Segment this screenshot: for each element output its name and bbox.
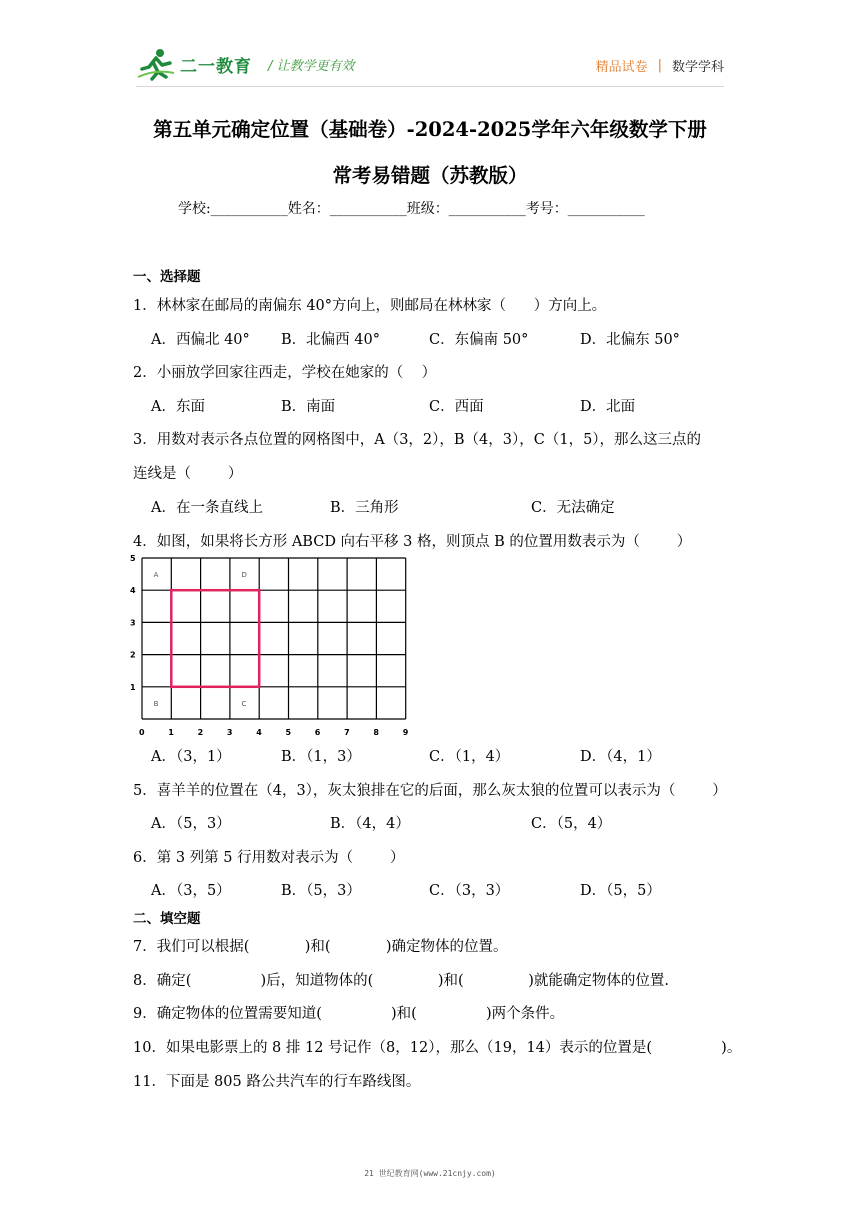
brand-logo: [136, 46, 355, 82]
x-tick-label: 0: [139, 728, 145, 737]
option-a: A．（3，5）: [151, 883, 231, 899]
x-tick-label: 5: [285, 728, 292, 737]
header-subject: 数学学科: [671, 60, 724, 75]
x-tick-label: 8: [373, 728, 379, 737]
grid-lines: [142, 558, 406, 719]
question-8: 8．确定( )后，知道物体的( )和( )就能确定物体的位置.: [133, 973, 669, 989]
point-label-d: D: [241, 571, 247, 580]
coordinate-grid-figure: [128, 553, 418, 741]
option-b: B．南面: [281, 399, 336, 415]
question-1: 1．林林家在邮局的南偏东 40°方向上，则邮局在林林家（ ）方向上。: [133, 298, 607, 314]
y-axis-ticks: [130, 554, 136, 692]
point-label-b: B: [153, 699, 159, 708]
option-a: A．西偏北 40°: [151, 332, 250, 348]
point-label-c: C: [241, 699, 247, 708]
question-6: 6．第 3 列第 5 行用数对表示为（ ）: [133, 850, 405, 866]
option-c: C．（5，4）: [531, 816, 612, 832]
option-a: A．（3，1）: [151, 749, 231, 765]
x-tick-label: 1: [168, 728, 174, 737]
page-title-line-1: 第五单元确定位置（基础卷）-2024-2025学年六年级数学下册: [153, 118, 707, 141]
option-a: A．东面: [151, 399, 205, 415]
header-tag: 精品试卷: [595, 60, 648, 75]
question-3-line-2: 连线是（ ）: [133, 466, 243, 482]
page-title-line-2: 常考易错题（苏教版）: [332, 164, 528, 187]
option-a: A．在一条直线上: [151, 500, 263, 516]
point-label-a: A: [153, 571, 159, 580]
header-separator: |: [657, 58, 662, 73]
header-right: [596, 56, 724, 75]
x-tick-label: 9: [402, 728, 409, 737]
x-tick-label: 2: [197, 728, 204, 737]
y-tick-label: 4: [130, 586, 136, 596]
runner-logo-icon: [136, 47, 176, 81]
option-d: D．北面: [580, 399, 636, 415]
question-5: 5．喜羊羊的位置在（4，3），灰太狼排在它的后面，那么灰太狼的位置可以表示为（ ）: [133, 783, 727, 799]
option-b: B．北偏西 40°: [281, 332, 380, 348]
student-info-line: 学校:___________姓名：___________班级：___________考号：___________: [178, 201, 645, 217]
option-d: D．（4，1）: [580, 749, 661, 765]
page-footer: 21 世纪教育网(www.21cnjy.com): [364, 1169, 496, 1178]
option-b: B．（5，3）: [281, 883, 361, 899]
option-b: B．三角形: [330, 500, 399, 516]
option-c: C．东偏南 50°: [429, 332, 529, 348]
option-d: D．北偏东 50°: [580, 332, 680, 348]
y-tick-label: 1: [130, 682, 136, 692]
question-9: 9．确定物体的位置需要知道( )和( )两个条件。: [133, 1006, 565, 1022]
option-b: B．（4，4）: [330, 816, 410, 832]
option-c: C．（3，3）: [429, 883, 510, 899]
header-divider: [136, 86, 724, 87]
question-11: 11．下面是 805 路公共汽车的行车路线图。: [133, 1074, 421, 1090]
rectangle-outline: [171, 590, 259, 687]
question-3-line-1: 3．用数对表示各点位置的网格图中，A（3，2），B（4，3），C（1，5），那么这三点的: [133, 432, 702, 448]
option-c: C．（1，4）: [429, 749, 510, 765]
x-tick-label: 3: [226, 728, 233, 737]
option-c: C．无法确定: [531, 500, 615, 516]
y-tick-label: 5: [130, 554, 136, 563]
rectangle-abcd: [171, 590, 259, 687]
option-a: A．（5，3）: [151, 816, 231, 832]
option-b: B．（1，3）: [281, 749, 361, 765]
y-tick-label: 2: [130, 650, 136, 660]
option-c: C．西面: [429, 399, 484, 415]
question-2: 2．小丽放学回家往西走，学校在她家的（ ）: [133, 365, 437, 381]
page-header: [0, 0, 860, 90]
option-d: D．（5，5）: [580, 883, 661, 899]
logo-slogan: / 让教学更有效: [268, 58, 355, 74]
logo-text: 二一教育: [180, 56, 252, 77]
y-tick-label: 3: [130, 618, 136, 628]
x-tick-label: 7: [344, 728, 350, 737]
question-4: 4．如图，如果将长方形 ABCD 向右平移 3 格，则顶点 B 的位置用数表示为（ ）: [133, 534, 692, 550]
x-tick-label: 6: [314, 728, 321, 737]
section-heading-choice: 一、选择题: [133, 269, 201, 285]
question-7: 7．我们可以根据( )和( )确定物体的位置。: [133, 939, 508, 955]
x-axis-ticks: [139, 728, 409, 737]
x-tick-label: 4: [256, 728, 262, 737]
section-heading-fill: 二、填空题: [133, 911, 201, 927]
question-10: 10．如果电影票上的 8 排 12 号记作（8，12），那么（19，14）表示的位置是( )。: [133, 1040, 742, 1056]
